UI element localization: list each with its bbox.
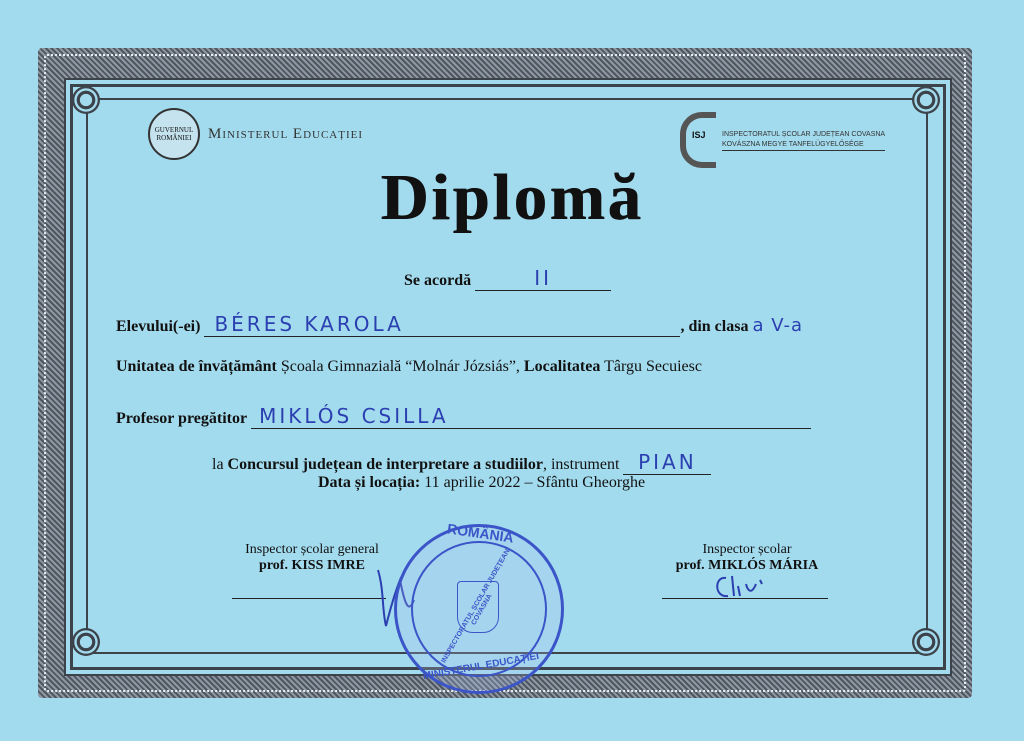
date-value: 11 aprilie 2022 – Sfântu Gheorghe <box>424 474 646 491</box>
award-row <box>404 266 611 291</box>
student-field <box>204 312 680 337</box>
official-stamp <box>394 520 564 694</box>
award-value: II <box>534 266 552 290</box>
corner-ornament-icon <box>912 86 940 114</box>
award-label: Se acordă <box>404 272 472 289</box>
student-label: Elevului(-ei) <box>116 318 201 335</box>
stamp-ring-text: INSPECTORATUL ȘCOLAR JUDEȚEAN COVASNA <box>440 548 512 665</box>
stamp-bottom-text: MINISTERUL EDUCAȚIEI <box>422 650 540 683</box>
class-label: , din clasa <box>680 318 749 335</box>
ministry-logo <box>148 108 363 160</box>
seal-text: GUVERNUL ROMÂNIEI <box>154 126 194 142</box>
left-signature-name: prof. KISS IMRE <box>259 558 365 573</box>
teacher-value: MIKLÓS CSILLA <box>259 404 449 428</box>
school-row <box>116 358 702 376</box>
school-value: Școala Gimnazială “Molnár Józsiás”, <box>280 358 520 375</box>
class-value: a V-a <box>752 315 803 336</box>
date-label: Data și locația: <box>318 474 421 491</box>
corner-ornament-icon <box>72 86 100 114</box>
isj-name <box>722 130 885 151</box>
locality-value: Târgu Secuiesc <box>604 358 702 375</box>
corner-ornament-icon <box>72 628 100 656</box>
left-signature-line <box>232 598 386 599</box>
locality-label: Localitatea <box>523 358 601 375</box>
left-signature-role: Inspector școlar general <box>245 542 379 557</box>
coat-of-arms-icon <box>457 581 499 633</box>
isj-line-2: KOVÁSZNA MEGYE TANFELÜGYELŐSÉGE <box>722 140 864 148</box>
teacher-field <box>251 404 811 429</box>
right-signature-block <box>662 542 832 599</box>
left-signature-block <box>232 542 392 599</box>
right-signature-name: prof. MIKLÓS MÁRIA <box>675 558 819 573</box>
right-signature-scribble-icon <box>712 572 772 602</box>
contest-prefix: la <box>212 456 224 473</box>
stamp-top-text: ROMÂNIA <box>446 520 515 546</box>
diploma-title: Diplomă <box>380 161 644 234</box>
isj-line-1: INSPECTORATUL ȘCOLAR JUDEȚEAN COVASNA <box>722 130 886 138</box>
teacher-label: Profesor pregătitor <box>116 410 248 427</box>
right-signature-role: Inspector școlar <box>702 542 792 557</box>
instrument-field <box>623 450 711 475</box>
isj-abbr: ISJ <box>692 130 706 140</box>
teacher-row <box>116 404 811 429</box>
government-seal-icon <box>148 108 200 160</box>
instrument-value: PIAN <box>638 450 697 474</box>
ministry-name: Ministerul Educației <box>208 125 364 142</box>
corner-ornament-icon <box>912 628 940 656</box>
right-signature-line <box>662 598 828 599</box>
student-value: BÉRES KAROLA <box>214 312 404 336</box>
contest-name: Concursul județean de interpretare a studiilor <box>227 456 543 473</box>
student-row <box>116 312 803 337</box>
contest-row <box>212 450 711 475</box>
instrument-label: , instrument <box>542 456 620 473</box>
date-row <box>318 474 645 492</box>
award-field <box>475 266 611 291</box>
school-label: Unitatea de învățământ <box>116 358 277 375</box>
